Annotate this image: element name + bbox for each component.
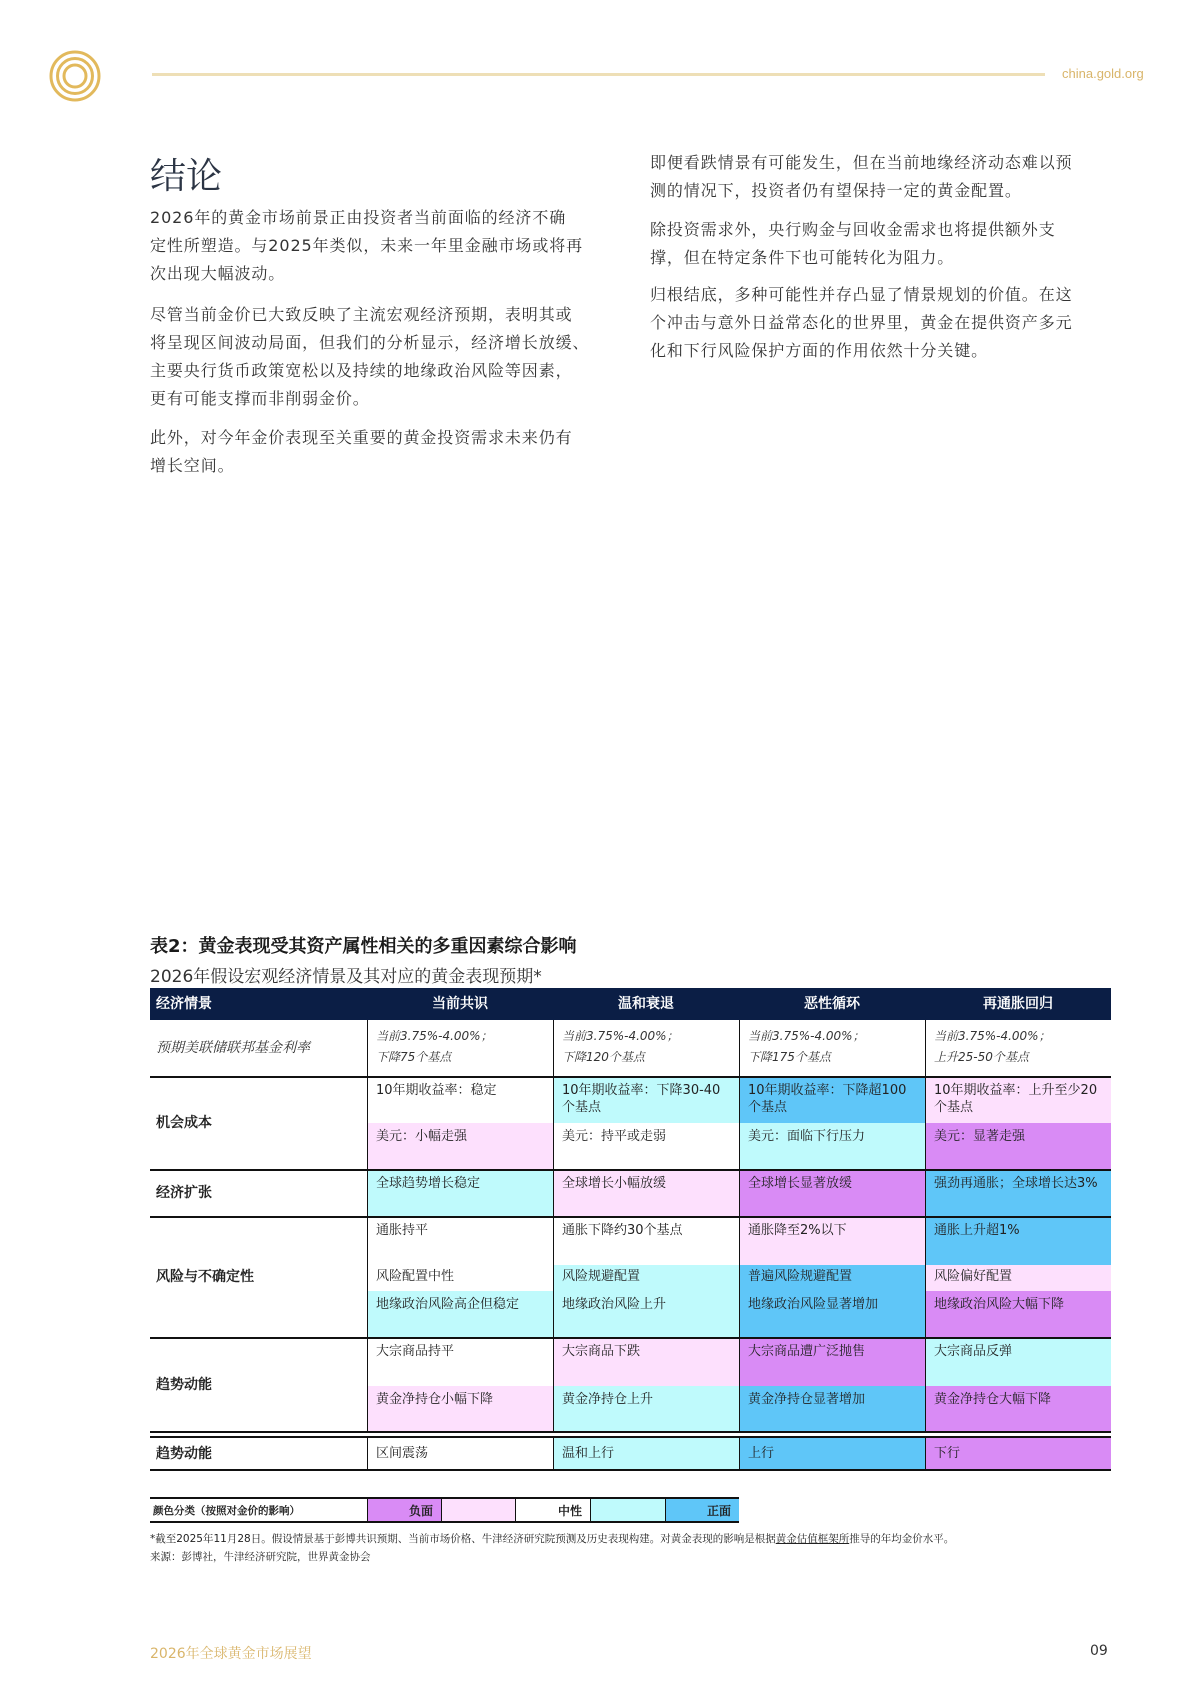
- column-divider: [925, 1438, 926, 1470]
- commodities-cell: 大宗商品持平: [367, 1338, 553, 1386]
- source-note: 来源：彭博社，牛津经济研究院，世界黄金协会: [150, 1551, 371, 1563]
- geopolitics-cell: 地缘政治风险上升: [553, 1291, 739, 1338]
- paragraph-line: 即便看跌情景有可能发生，但在当前地缘经济动态难以预: [650, 153, 1073, 172]
- risk-allocation-cell: 风险偏好配置: [925, 1265, 1111, 1291]
- usd-cell: 美元：显著走强: [925, 1123, 1111, 1170]
- growth-cell: 全球增长显著放缓: [739, 1170, 925, 1217]
- fed-rate-line: 下降175个基点: [748, 1050, 831, 1064]
- outcome-cell: 下行: [925, 1438, 1111, 1470]
- inflation-cell: 通胀持平: [367, 1217, 553, 1265]
- footer-title: 2026年全球黄金市场展望: [150, 1646, 312, 1662]
- usd-cell: 美元：小幅走强: [367, 1123, 553, 1170]
- inflation-cell: 通胀降至2%以下: [739, 1217, 925, 1265]
- fed-rate-line: 上升25-50个基点: [934, 1050, 1029, 1064]
- header-rule: [152, 73, 1045, 76]
- table-rule: [150, 1169, 1111, 1171]
- fed-rate-line: 当前3.75%-4.00%；: [748, 1029, 865, 1043]
- gold-positions-cell: 黄金净持仓上升: [553, 1386, 739, 1432]
- legend-positive: 正面: [665, 1497, 739, 1523]
- table-subtitle: 2026年假设宏观经济情景及其对应的黄金表现预期*: [150, 967, 542, 987]
- paragraph-line: 将呈现区间波动局面，但我们的分析显示，经济增长放缓、: [150, 333, 590, 352]
- column-header: 当前共识: [367, 988, 553, 1020]
- growth-cell: 全球增长小幅放缓: [553, 1170, 739, 1217]
- fed-rate-line: 当前3.75%-4.00%；: [562, 1029, 679, 1043]
- commodities-cell: 大宗商品下跌: [553, 1338, 739, 1386]
- column-divider: [739, 1020, 740, 1432]
- column-header: 恶性循环: [739, 988, 925, 1020]
- table-rule: [150, 1076, 1111, 1078]
- fed-rate-line: 当前3.75%-4.00%；: [376, 1029, 493, 1043]
- paragraph-line: 次出现大幅波动。: [150, 264, 286, 283]
- risk-allocation-cell: 风险配置中性: [367, 1265, 553, 1291]
- legend-neutral: 中性: [515, 1497, 590, 1523]
- footnote-text: *截至2025年11月28日。假设情景基于彭博共识预期、当前市场价格、牛津经济研究院预测及历史表现构建。对黄金表现的影响是根据: [150, 1533, 776, 1545]
- gold-positions-cell: 黄金净持仓显著增加: [739, 1386, 925, 1432]
- column-divider: [553, 1020, 554, 1432]
- legend-negative: 负面: [367, 1497, 441, 1523]
- risk-allocation-cell: 普遍风险规避配置: [739, 1265, 925, 1291]
- row-label-risk: 风险与不确定性: [150, 1217, 367, 1338]
- paragraph-line: 除投资需求外，央行购金与回收金需求也将提供额外支: [650, 220, 1056, 239]
- paragraph-line: 尽管当前金价已大致反映了主流宏观经济预期，表明其或: [150, 305, 573, 324]
- inflation-cell: 通胀下降约30个基点: [553, 1217, 739, 1265]
- gold-positions-cell: 黄金净持仓小幅下降: [367, 1386, 553, 1432]
- column-divider: [925, 1020, 926, 1432]
- paragraph-line: 化和下行风险保护方面的作用依然十分关键。: [650, 341, 989, 360]
- paragraph-line: 增长空间。: [150, 456, 235, 475]
- fed-rate-cell: [739, 1020, 925, 1077]
- paragraph-line: 个冲击与意外日益常态化的世界里，黄金在提供资产多元: [650, 313, 1073, 332]
- logo-rings-icon: [48, 49, 102, 103]
- table-rule: [150, 1469, 1111, 1471]
- table-title: 表2：黄金表现受其资产属性相关的多重因素综合影响: [150, 936, 577, 957]
- column-divider: [367, 1020, 368, 1432]
- column-divider: [367, 1438, 368, 1470]
- geopolitics-cell: 地缘政治风险显著增加: [739, 1291, 925, 1338]
- geopolitics-cell: 地缘政治风险高企但稳定: [367, 1291, 553, 1338]
- inflation-cell: 通胀上升超1%: [925, 1217, 1111, 1265]
- fed-rate-line: 下降75个基点: [376, 1050, 452, 1064]
- footnote: [150, 1531, 954, 1546]
- footnote-link[interactable]: 黄金估值框架所: [775, 1533, 850, 1545]
- gold-positions-cell: 黄金净持仓大幅下降: [925, 1386, 1111, 1432]
- row-label-momentum: 趋势动能: [150, 1338, 367, 1432]
- row-label-fed-rate: 预期美联储联邦基金利率: [156, 1040, 310, 1056]
- growth-cell: 强劲再通胀；全球增长达3%: [925, 1170, 1111, 1217]
- yield-cell: 10年期收益率：上升至少20个基点: [925, 1077, 1111, 1123]
- column-divider: [739, 1438, 740, 1470]
- paragraph-line: 撑，但在特定条件下也可能转化为阻力。: [650, 248, 955, 267]
- table-rule: [150, 1216, 1111, 1218]
- fed-rate-line: 当前3.75%-4.00%；: [934, 1029, 1051, 1043]
- paragraph-line: 定性所塑造。与2025年类似，未来一年里金融市场或将再: [150, 236, 584, 255]
- paragraph-line: 此外，对今年金价表现至关重要的黄金投资需求未来仍有: [150, 428, 573, 447]
- table-rule: [150, 1431, 1111, 1433]
- fed-rate-cell: [553, 1020, 739, 1077]
- legend-label: 颜色分类（按照对金价的影响）: [150, 1497, 367, 1523]
- page-number: 09: [1090, 1643, 1108, 1659]
- legend-positive-light: [590, 1497, 665, 1523]
- column-header: 再通胀回归: [925, 988, 1111, 1020]
- outcome-cell: 温和上行: [553, 1438, 739, 1470]
- section-title: 结论: [150, 156, 223, 197]
- row-label-opportunity-cost: 机会成本: [150, 1077, 367, 1170]
- column-divider: [553, 1438, 554, 1470]
- fed-rate-cell: [925, 1020, 1111, 1077]
- growth-cell: 全球趋势增长稳定: [367, 1170, 553, 1217]
- usd-cell: 美元：面临下行压力: [739, 1123, 925, 1170]
- geopolitics-cell: 地缘政治风险大幅下降: [925, 1291, 1111, 1338]
- table-rule: [150, 1337, 1111, 1339]
- yield-cell: 10年期收益率：下降超100个基点: [739, 1077, 925, 1123]
- fed-rate-line: 下降120个基点: [562, 1050, 645, 1064]
- yield-cell: 10年期收益率：下降30-40个基点: [553, 1077, 739, 1123]
- outcome-cell: 区间震荡: [367, 1438, 553, 1470]
- row-label-growth: 经济扩张: [150, 1170, 367, 1217]
- site-link[interactable]: china.gold.org: [1062, 66, 1144, 81]
- paragraph-line: 主要央行货币政策宽松以及持续的地缘政治风险等因素，: [150, 361, 573, 380]
- yield-cell: 10年期收益率：稳定: [367, 1077, 553, 1123]
- row-label-outcome: 趋势动能: [150, 1438, 367, 1470]
- paragraph-line: 测的情况下，投资者仍有望保持一定的黄金配置。: [650, 181, 1022, 200]
- column-header: 经济情景: [150, 988, 367, 1020]
- table-rule: [150, 1436, 1111, 1438]
- commodities-cell: 大宗商品反弹: [925, 1338, 1111, 1386]
- fed-rate-cell: [367, 1020, 553, 1077]
- commodities-cell: 大宗商品遭广泛抛售: [739, 1338, 925, 1386]
- column-header: 温和衰退: [553, 988, 739, 1020]
- paragraph-line: 更有可能支撑而非削弱金价。: [150, 389, 370, 408]
- outcome-cell: 上行: [739, 1438, 925, 1470]
- risk-allocation-cell: 风险规避配置: [553, 1265, 739, 1291]
- footnote-text-end: 推导的年均金价水平。: [849, 1533, 955, 1545]
- legend-negative-light: [441, 1497, 515, 1523]
- paragraph-line: 2026年的黄金市场前景正由投资者当前面临的经济不确: [150, 208, 567, 227]
- paragraph-line: 归根结底，多种可能性并存凸显了情景规划的价值。在这: [650, 285, 1073, 304]
- usd-cell: 美元：持平或走弱: [553, 1123, 739, 1170]
